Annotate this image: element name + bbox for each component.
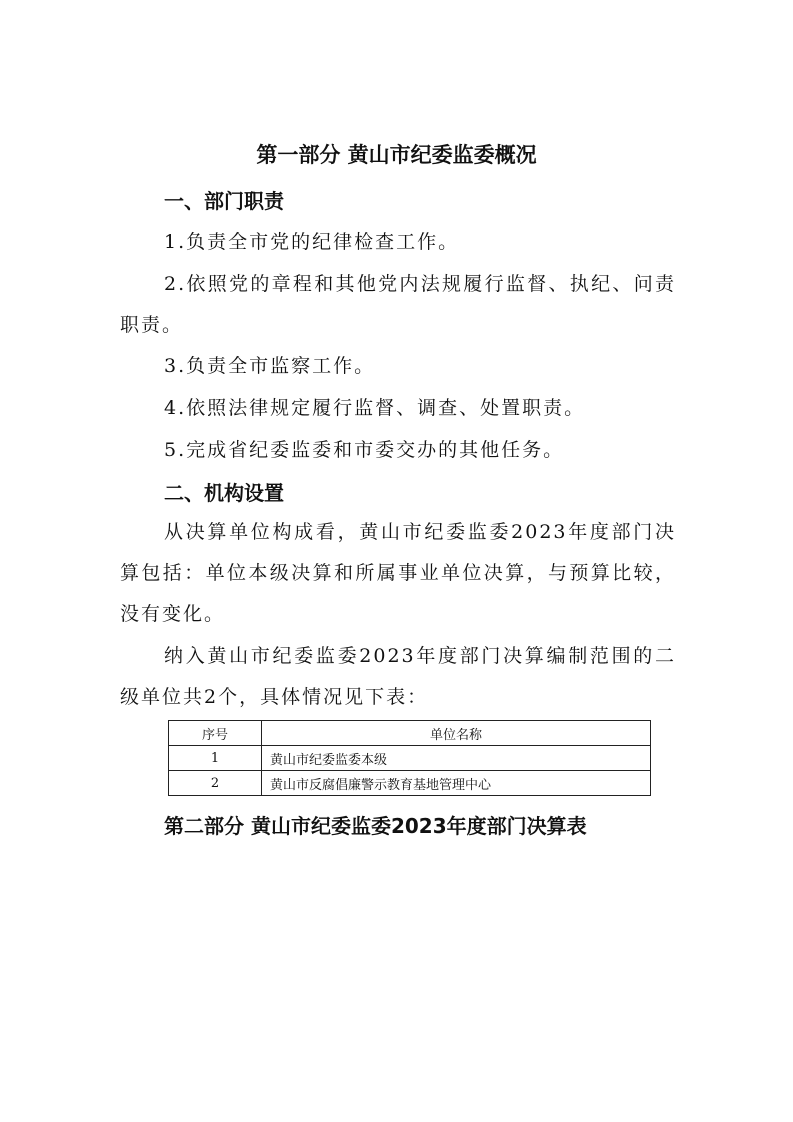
org-paragraph-1: 从决算单位构成看，黄山市纪委监委2023年度部门决算包括：单位本级决算和所属事业单位决算，与预算比较，没有变化。 bbox=[120, 521, 676, 625]
row-no: 1 bbox=[169, 746, 262, 771]
row-unit-name: 黄山市纪委监委本级 bbox=[262, 746, 651, 771]
table-row bbox=[169, 746, 651, 771]
section1-heading: 一、部门职责 bbox=[164, 189, 284, 213]
table-row bbox=[169, 771, 651, 796]
row-unit-name: 黄山市反腐倡廉警示教育基地管理中心 bbox=[262, 771, 651, 796]
duty-item-1: 1.负责全市党的纪律检查工作。 bbox=[164, 231, 460, 253]
unit-table bbox=[168, 720, 651, 796]
row-no: 2 bbox=[169, 771, 262, 796]
duty-item-5: 5.完成省纪委监委和市委交办的其他任务。 bbox=[164, 439, 565, 461]
part2-title: 第二部分 黄山市纪委监委2023年度部门决算表 bbox=[164, 814, 587, 838]
header-no: 序号 bbox=[169, 721, 262, 746]
duty-item-3: 3.负责全市监察工作。 bbox=[164, 355, 376, 377]
part1-title: 第一部分 黄山市纪委监委概况 bbox=[256, 143, 537, 167]
unit-table-wrapper bbox=[168, 720, 651, 796]
header-unit-name: 单位名称 bbox=[262, 721, 651, 746]
table-header-row bbox=[169, 721, 651, 746]
duty-item-4: 4.依照法律规定履行监督、调查、处置职责。 bbox=[164, 397, 586, 419]
duty-item-2: 2.依照党的章程和其他党内法规履行监督、执纪、问责职责。 bbox=[120, 273, 676, 336]
section2-heading: 二、机构设置 bbox=[164, 481, 284, 505]
org-paragraph-2: 纳入黄山市纪委监委2023年度部门决算编制范围的二级单位共2个，具体情况见下表： bbox=[120, 645, 676, 708]
